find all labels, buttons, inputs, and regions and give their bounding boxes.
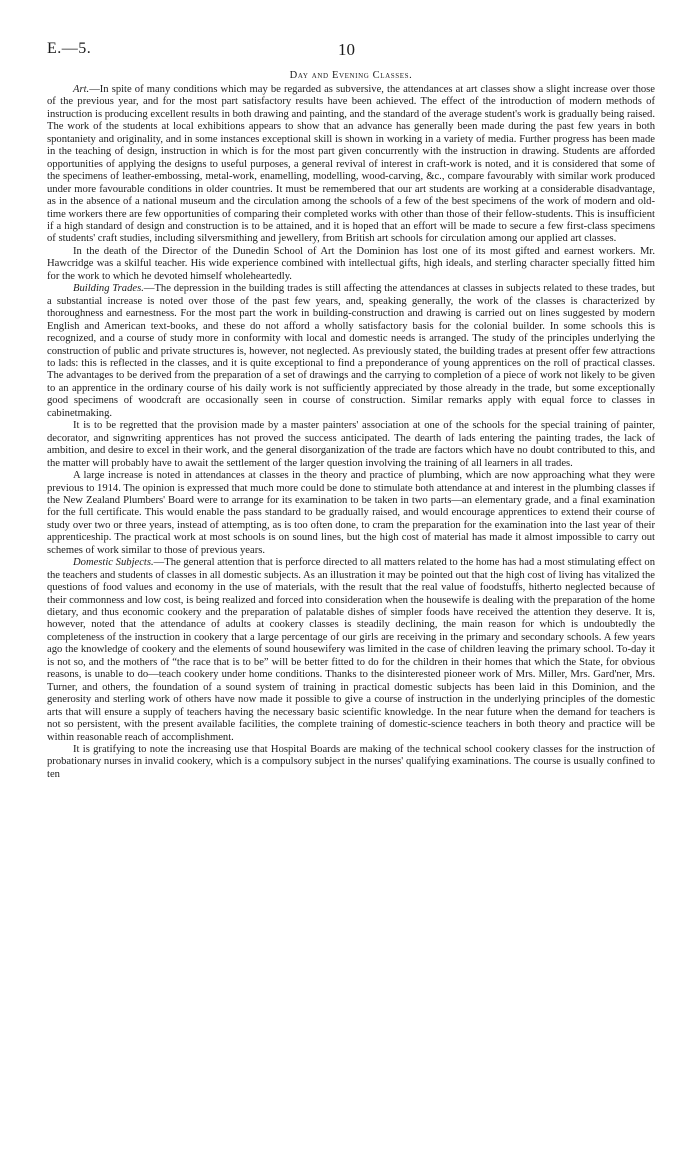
paragraph-label: Art. bbox=[73, 84, 90, 95]
paragraph-building-trades bbox=[47, 283, 655, 420]
section-heading: Day and Evening Classes. bbox=[289, 70, 413, 81]
paragraph-painters bbox=[47, 420, 655, 470]
paragraph-text: It is gratifying to note the increasing use that Hospital Boards are making of the technical school cookery classes for the instruction of probationary nurses in invalid cookery, which is a compulsory subject in the nurses' qualifying examinations. The course is usually confined to ten bbox=[47, 744, 655, 780]
report-reference: E.—5. bbox=[47, 40, 92, 57]
paragraph-plumbing bbox=[47, 470, 655, 557]
paragraph-domestic-subjects bbox=[47, 557, 655, 744]
paragraph-text: —The general attention that is perforce directed to all matters related to the home has had a most stimulating effect on the teachers and students of classes in all domestic subjects. As an illustration it may be pointed out that the high cost of living has vitalized the questions of food values and economy in the use of materials, with the result that the real value of foodstuffs, hitherto neglected because of their commonness and low cost, is being realized and forced into consideration when the housewife is dealing with the preparation of the home dietary, and thus economic cookery and the preparation of palatable dishes of simpler foods have received the attention they deserve. It is, however, noted that the attendance of adults at cookery classes is steadily declining, the main reason for which is undoubtedly the completeness of the instruction in cookery that a large percentage of our girls are receiving in the primary and secondary schools. A few years ago the knowledge of cookery and the elements of sound housewifery was limited in the case of children leaving the primary school. To-day it is not so, and the mothers of “the race that is to be” will be better fitted to do for the children in their homes that which the State, for obvious reasons, is unable to do—teach cookery under home conditions. Thanks to the disinterested pioneer work of Mrs. Miller, Mrs. Gard'ner, Mrs. Turner, and others, the foundation of a sound system of training in practical domestic subjects has been laid in this Dominion, and the generosity and sterling work of others have now made it possible to give a course of instruction in the underlying principles of the domestic arts that will ensure a supply of teachers having the necessary basic scientific knowledge. In the near future when the demand for teachers is not so persistent, with the present available facilities, the complete training of domestic-science teachers in both theory and practice will be within reasonable reach of accomplishment. bbox=[47, 557, 655, 743]
paragraph-dunedin bbox=[47, 246, 655, 283]
paragraph-art bbox=[47, 84, 655, 246]
paragraph-hospital-boards bbox=[47, 744, 655, 781]
paragraph-label: Building Trades. bbox=[73, 283, 144, 295]
paragraph-text: It is to be regretted that the provision made by a master painters' association at one of the schools for the special training of painter, decorator, and signwriting apprentices has not proved the success anticipated. The dearth of lads entering the painting trades, the lack of ambition, and desire to excel in their work, and the general disorganization of the trade are factors which have no doubt contributed to this, and the matter will probably have to await the settlement of the larger question involving the training of all learners in all trades. bbox=[47, 420, 655, 469]
body-text bbox=[47, 84, 655, 781]
paragraph-text: —The depression in the building trades is still affecting the attendances at classes in subjects related to these trades, but a substantial increase is noted over those of the past few years, and, speaking generally, the work of the classes is characterized by thoroughness and earnestness. For the most part the work in building-construction and drawing is carried out on lines suggested by modern English and American text-books, and these do not afford a wholly satisfactory basis for the colonial builder. In some schools this is recognized, and a course of study more in conformity with local and domestic needs is arranged. The study of the principles underlying the construction of public and private structures is, however, not neglected. As previously stated, the building trades at present offer few attractions to lads: this is reflected in the classes, and it is quite exceptional to find a preponderance of young apprentices on the roll of practical classes. The advantages to be derived from the preparation of a set of drawings and the carrying to completion of a piece of work not likely to be given to an apprentice in the ordinary course of his daily work is not sufficiently appreciated by those already in the trade, but some exceptionally good specimens of woodcraft are occasionally seen in course of construction. Similar remarks apply with equal force to classes in cabinetmaking. bbox=[47, 283, 655, 419]
paragraph-text: —In spite of many conditions which may be regarded as subversive, the attendances at art classes show a slight increase over those of the previous year, and for the most part satisfactory results have been achieved. The effect of the introduction of modern methods of instruction is producing excellent results in both drawing and painting, and the standard of the average student's work is gradually being raised. The work of the students at local exhibitions appears to show that an advance has generally been made during the past few years in both spontaniety and originality, and in some instances exceptional skill is shown in working in a variety of media. Further progress has been made in the teaching of design, instruction in which is for the most part given concurrently with the instruction in drawing. Students are afforded opportunities of applying the designs to useful purposes, a general revival of interest in craft-work is noted, and it is considered that some of the specimens of leather-embossing, metal-work, enamelling, modelling, wood-carving, &c., compare favourably with similar work produced under more favourable conditions in older countries. It must be remembered that our art students are working at a considerable disadvantage, as in the absence of a national museum and the circulation among the schools of a few of the best specimens of the work of modern and old-time workers there are few opportunities of comparing their completed works with other than those of their fellow-students. This is insufficient if a high standard of design and construction is to be attained, and it is hoped that an effort will be made to secure a few first-class specimens of students' craft studies, including silversmithing and jewellery, from British art schools for circulation among our applied art classes. bbox=[47, 84, 655, 245]
paragraph-text: In the death of the Director of the Dunedin School of Art the Dominion has lost one of its most gifted and earnest workers. Mr. Hawcridge was a skilful teacher. His wide experience combined with intellectual gifts, high ideals, and sterling character specially fitted him for the work to which he devoted himself wholeheartedly. bbox=[47, 245, 655, 282]
paragraph-label: Domestic Subjects. bbox=[73, 557, 154, 569]
page-number: 10 bbox=[338, 40, 355, 59]
paragraph-text: A large increase is noted in attendances at classes in the theory and practice of plumbing, which are now approaching what they were previous to 1914. The opinion is expressed that much more could be done to stimulate both attendance at and interest in the plumbing classes if the New Zealand Plumbers' Board were to arrange for its examination to be taken in two parts—an elementary grade, and a final examination for the full certificate. This would enable the pass standard to be gradually raised, and would encourage apprentices to extend their course of study over two or three years, instead of attempting, as is too often done, to cram the preparation for the examination into the last year of their apprenticeship. The practical work at most schools is on sound lines, but the high cost of material has made it almost impossible to carry out schemes of work similar to those of previous years. bbox=[47, 470, 655, 556]
